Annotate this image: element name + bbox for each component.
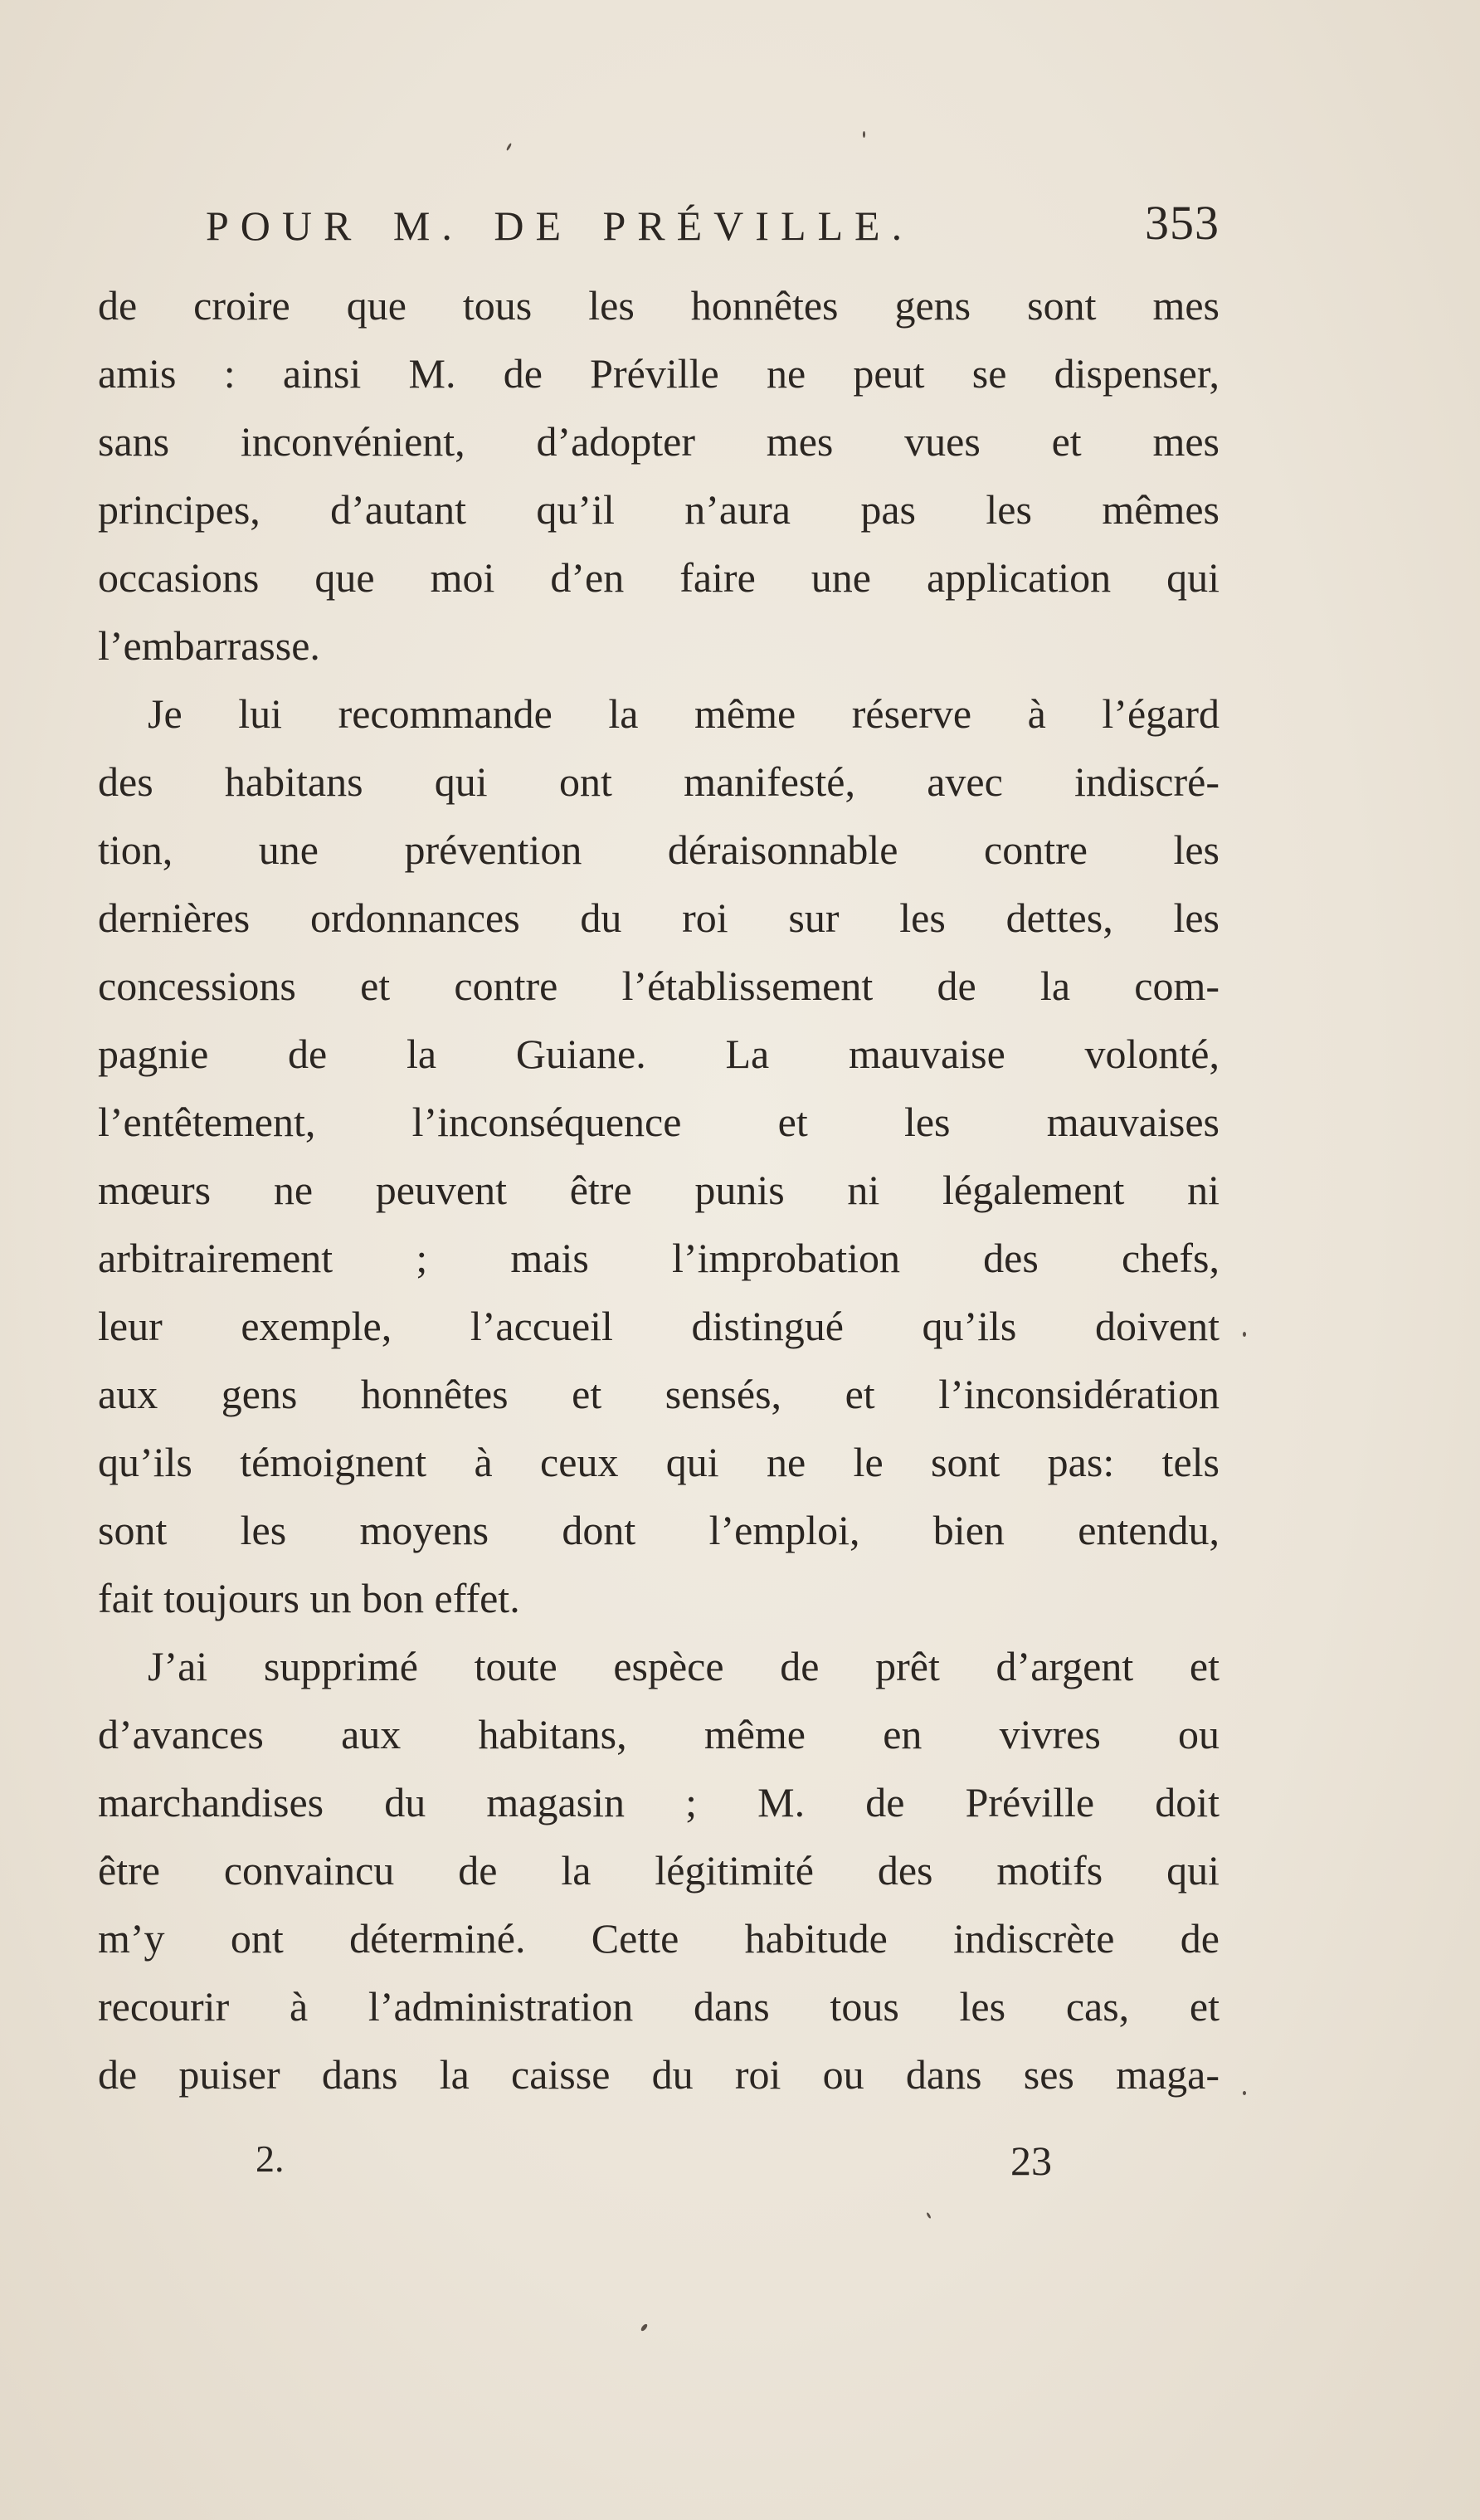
text-line: tion, une prévention déraisonnable contre les	[98, 826, 1220, 873]
paper-speck	[640, 2323, 648, 2332]
paper-speck	[1243, 2091, 1246, 2095]
text-block	[98, 195, 1220, 2108]
text-line: qu’ils témoignent à ceux qui ne le sont pas: tels	[98, 1439, 1220, 1485]
text-line: être convaincu de la légitimité des motifs qui	[98, 1847, 1220, 1894]
page-footer	[98, 2137, 1220, 2195]
text-line: d’avances aux habitans, même en vivres ou	[98, 1711, 1220, 1757]
body-text	[98, 271, 1220, 2108]
text-line: pagnie de la Guiane. La mauvaise volonté,	[98, 1031, 1220, 1077]
text-line: leur exemple, l’accueil distingué qu’ils doivent	[98, 1303, 1220, 1349]
text-line: m’y ont déterminé. Cette habitude indiscrète de	[98, 1915, 1220, 1962]
text-line: Je lui recommande la même réserve à l’égard	[148, 690, 1220, 737]
paper-speck	[926, 2212, 932, 2219]
signature-mark: 2.	[256, 2137, 285, 2180]
text-line: l’embarrasse.	[98, 622, 320, 669]
paragraph-3	[98, 1632, 1220, 2108]
text-line: arbitrairement ; mais l’improbation des chefs,	[98, 1235, 1220, 1281]
text-line: principes, d’autant qu’il n’aura pas les mêmes	[98, 486, 1220, 533]
text-line: aux gens honnêtes et sensés, et l’inconsidération	[98, 1371, 1220, 1417]
sheet-number: 23	[1010, 2137, 1052, 2184]
paper-speck	[863, 131, 865, 138]
text-line: amis : ainsi M. de Préville ne peut se dispenser,	[98, 350, 1220, 397]
text-line: fait toujours un bon effet.	[98, 1575, 520, 1621]
running-head-title: POUR M. DE PRÉVILLE.	[206, 202, 914, 249]
text-line: sont les moyens dont l’emploi, bien entendu,	[98, 1507, 1220, 1553]
paper-speck	[1243, 1332, 1246, 1337]
text-line: dernières ordonnances du roi sur les dettes, les	[98, 894, 1220, 941]
text-line: J’ai supprimé toute espèce de prêt d’argent et	[148, 1643, 1220, 1689]
text-line: sans inconvénient, d’adopter mes vues et mes	[98, 418, 1220, 465]
text-line: occasions que moi d’en faire une application qui	[98, 554, 1220, 601]
text-line: recourir à l’administration dans tous les cas, et	[98, 1983, 1220, 2030]
paper-speck	[506, 143, 513, 151]
text-line: concessions et contre l’établissement de la com-	[98, 963, 1220, 1009]
running-head	[98, 195, 1220, 271]
text-line: de croire que tous les honnêtes gens sont mes	[98, 282, 1220, 329]
page-number: 353	[1145, 196, 1220, 250]
text-line: marchandises du magasin ; M. de Préville doit	[98, 1779, 1220, 1825]
text-line: des habitans qui ont manifesté, avec indiscré-	[98, 758, 1220, 805]
paragraph-2	[98, 680, 1220, 1632]
text-line: de puiser dans la caisse du roi ou dans ses maga-	[98, 2051, 1220, 2098]
paragraph-1	[98, 271, 1220, 680]
text-line: l’entêtement, l’inconséquence et les mauvaises	[98, 1099, 1220, 1145]
text-line: mœurs ne peuvent être punis ni légalement ni	[98, 1167, 1220, 1213]
